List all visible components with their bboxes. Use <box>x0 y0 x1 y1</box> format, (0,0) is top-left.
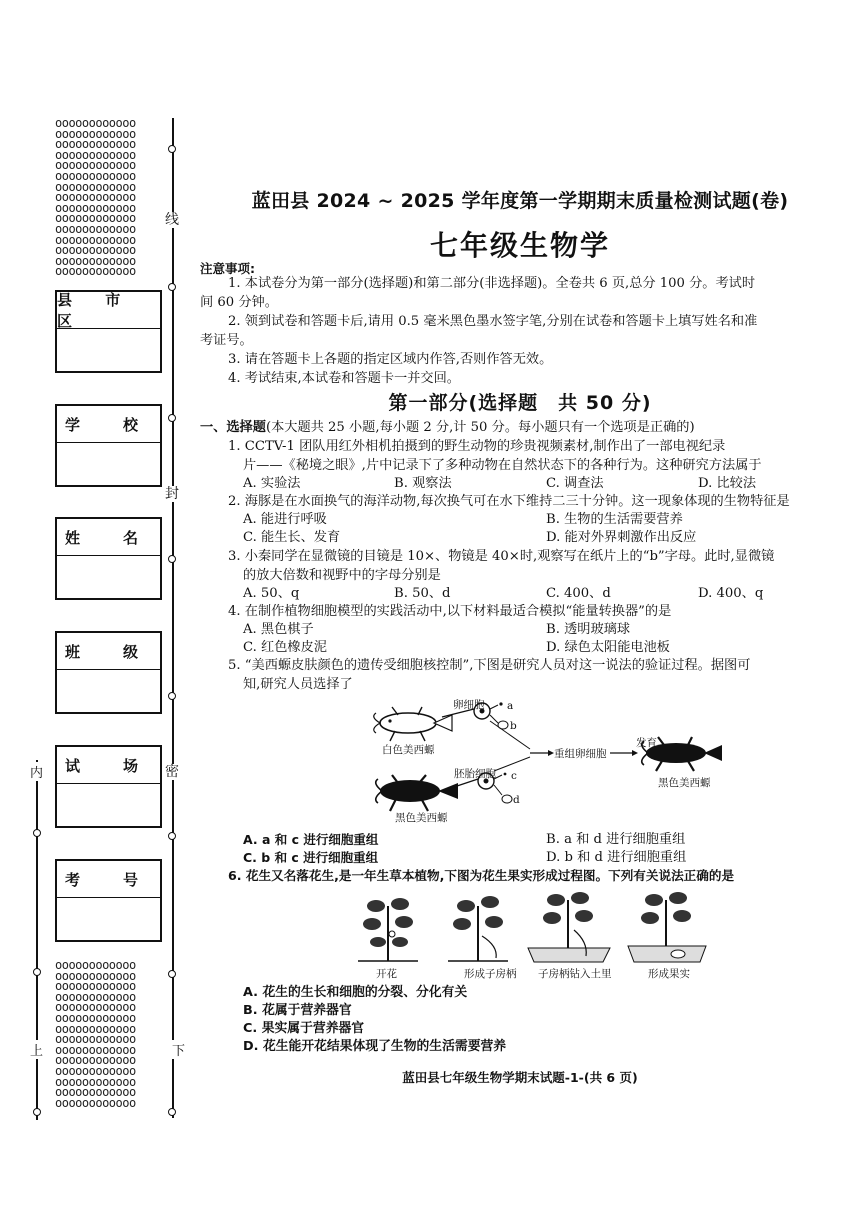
binding-dot <box>168 970 176 978</box>
peanut-fruit-icon <box>628 892 706 962</box>
school-label: 学 校 <box>57 406 160 443</box>
fig5-embryo-label: 胚胎细胞 <box>454 768 496 780</box>
question-5-stem: 知,研究人员选择了 <box>243 677 353 692</box>
question-4-stem: 4. 在制作植物细胞模型的实践活动中,以下材料最适合模拟“能量转换器”的是 <box>228 604 672 619</box>
exam-room-box <box>55 745 162 828</box>
q4-option-b[interactable]: B. 透明玻璃球 <box>546 622 631 637</box>
q1-option-d[interactable]: D. 比较法 <box>698 476 757 491</box>
exam-room-field[interactable] <box>57 784 160 826</box>
fig5-result-label: 黑色美西螈 <box>658 777 711 789</box>
q1-option-b[interactable]: B. 观察法 <box>394 476 452 491</box>
q5-option-c[interactable]: C. b 和 c 进行细胞重组 <box>243 850 379 865</box>
part-intro-text: (本大题共 25 小题,每小题 2 分,计 50 分。每小题只有一个选项是正确的) <box>265 420 695 435</box>
peanut-gynophore-icon <box>448 896 508 961</box>
q3-option-c[interactable]: C. 400、d <box>546 586 611 601</box>
class-box <box>55 631 162 714</box>
peanut-flowering-icon <box>358 898 418 961</box>
class-field[interactable] <box>57 670 160 712</box>
school-box <box>55 404 162 487</box>
exam-number-label: 考 号 <box>57 861 160 898</box>
fig5-develop-label: 发育 <box>636 737 657 749</box>
q6-option-c[interactable]: C. 果实属于营养器官 <box>243 1021 365 1036</box>
question-1-stem: 1. CCTV-1 团队用红外相机拍摄到的野生动物的珍贵视频素材,制作出了一部电视纪录 <box>228 439 726 454</box>
q3-option-b[interactable]: B. 50、d <box>394 586 451 601</box>
q4-option-c[interactable]: C. 红色橡皮泥 <box>243 640 327 655</box>
edge-line <box>36 760 38 1120</box>
binding-char-secret: 密 <box>165 764 179 780</box>
q3-option-a[interactable]: A. 50、q <box>243 586 300 601</box>
question-3-stem: 的放大倍数和视野中的字母分别是 <box>243 568 441 583</box>
county-field[interactable] <box>57 329 160 371</box>
fig5-white-label: 白色美西螈 <box>382 744 435 756</box>
binding-char-seal: 封 <box>165 486 179 502</box>
part-intro-label: 一、选择题 <box>200 420 266 435</box>
name-box <box>55 517 162 600</box>
notes-line: 考证号。 <box>200 333 253 348</box>
binding-char-line: 线 <box>165 212 179 228</box>
q6-option-d[interactable]: D. 花生能开花结果体现了生物的生活需要营养 <box>243 1039 507 1054</box>
class-label: 班 级 <box>57 633 160 670</box>
exam-number-box <box>55 859 162 942</box>
q6-option-a[interactable]: A. 花生的生长和细胞的分裂、分化有关 <box>243 985 468 1000</box>
binding-dot <box>168 832 176 840</box>
binding-dot <box>168 283 176 291</box>
fig5-black-label: 黑色美西螈 <box>395 812 448 824</box>
exam-subject: 七年级生物学 <box>429 229 610 262</box>
fig5-egg-label: 卵细胞 <box>453 699 485 711</box>
q3-option-d[interactable]: D. 400、q <box>698 586 764 601</box>
q4-option-d[interactable]: D. 绿色太阳能电池板 <box>546 640 670 655</box>
q2-option-c[interactable]: C. 能生长、发育 <box>243 530 341 545</box>
binding-dot <box>168 1108 176 1116</box>
binding-dot <box>168 555 176 563</box>
fig6-label: 开花 <box>376 968 397 980</box>
q1-option-a[interactable]: A. 实验法 <box>243 476 301 491</box>
black-axolotl-icon <box>376 775 458 811</box>
edge-dot <box>33 829 41 837</box>
ring-pattern-bottom: oooooooooooo oooooooooooo oooooooooooo oooooooooooo oooooooooooo oooooooooooo oooooooooooo oooooooooooo oooooooooooo oooooooooooo oooooooooooo oooooooooooo oooooooooooo oooooooooooo <box>55 958 136 1110</box>
name-field[interactable] <box>57 556 160 598</box>
q2-option-d[interactable]: D. 能对外界刺激作出反应 <box>546 530 697 545</box>
notes-line: 4. 考试结束,本试卷和答题卡一并交回。 <box>228 371 460 386</box>
fig5-c-label: c <box>511 770 517 782</box>
edge-char-up: 上 <box>30 1040 43 1059</box>
question-5-stem: 5. “美西螈皮肤颜色的遗传受细胞核控制”,下图是研究人员对这一说法的验证过程。据图可 <box>228 658 751 673</box>
fig5-b-label: b <box>510 720 517 732</box>
notes-line: 2. 领到试卷和答题卡后,请用 0.5 毫米黑色墨水签字笔,分别在试卷和答题卡上填写姓名和准 <box>228 314 758 329</box>
exam-number-field[interactable] <box>57 898 160 940</box>
fig6-label: 子房柄钻入土里 <box>538 968 612 980</box>
notes-line: 3. 请在答题卡上各题的指定区域内作答,否则作答无效。 <box>228 352 553 367</box>
white-axolotl-icon <box>374 707 452 741</box>
exam-room-label: 试 场 <box>57 747 160 784</box>
q2-option-a[interactable]: A. 能进行呼吸 <box>243 512 327 527</box>
question-6-stem: 6. 花生又名落花生,是一年生草本植物,下图为花生果实形成过程图。下列有关说法正确的是 <box>228 868 735 883</box>
page-footer: 蓝田县七年级生物学期末试题-1-(共 6 页) <box>402 1070 638 1085</box>
name-label: 姓 名 <box>57 519 160 556</box>
ring-pattern-top: oooooooooooo oooooooooooo oooooooooooo oooooooooooo oooooooooooo oooooooooooo oooooooooooo oooooooooooo oooooooooooo oooooooooooo oooooooooooo oooooooooooo oooooooooooo oooooooooooo oooooooooooo <box>55 116 136 279</box>
q4-option-a[interactable]: A. 黑色棋子 <box>243 622 314 637</box>
fig6-label: 形成子房柄 <box>464 968 517 980</box>
q1-option-c[interactable]: C. 调查法 <box>546 476 604 491</box>
county-box <box>55 290 162 373</box>
edge-dot <box>33 1108 41 1116</box>
county-label: 县 市 区 <box>57 292 160 329</box>
exam-title: 蓝田县 2024 ~ 2025 学年度第一学期期末质量检测试题(卷) <box>251 190 789 212</box>
fig5-d-label: d <box>513 794 520 806</box>
question-2-stem: 2. 海豚是在水面换气的海洋动物,每次换气可在水下维持二三十分钟。这一现象体现的生物特征是 <box>228 494 790 509</box>
binding-line <box>172 118 174 1118</box>
peanut-growth-figure <box>348 886 718 966</box>
section-title: 第一部分(选择题 共 50 分) <box>388 392 652 414</box>
school-field[interactable] <box>57 443 160 485</box>
q5-option-b[interactable]: B. a 和 d 进行细胞重组 <box>546 832 686 847</box>
fig5-recombined-label: 重组卵细胞 <box>554 748 607 760</box>
fig6-label: 形成果实 <box>648 968 690 980</box>
q5-option-d[interactable]: D. b 和 d 进行细胞重组 <box>546 850 687 865</box>
edge-dot <box>33 968 41 976</box>
q5-option-a[interactable]: A. a 和 c 进行细胞重组 <box>243 832 379 847</box>
question-3-stem: 3. 小秦同学在显微镜的目镜是 10×、物镜是 40×时,观察写在纸片上的“b”字母。此时,显微镜 <box>228 549 775 564</box>
question-1-stem: 片——《秘境之眼》,片中记录下了多种动物在自然状态下的各种行为。这种研究方法属于 <box>243 458 762 473</box>
binding-dot <box>168 414 176 422</box>
part-intro <box>200 418 695 437</box>
notes-line: 1. 本试卷分为第一部分(选择题)和第二部分(非选择题)。全卷共 6 页,总分 100 分。考试时 <box>228 276 756 291</box>
binding-dot <box>168 692 176 700</box>
q2-option-b[interactable]: B. 生物的生活需要营养 <box>546 512 683 527</box>
notes-heading: 注意事项: <box>200 261 255 276</box>
edge-char-down: 下 <box>172 1040 185 1059</box>
binding-dot <box>168 145 176 153</box>
q6-option-b[interactable]: B. 花属于营养器官 <box>243 1003 352 1018</box>
peanut-into-soil-icon <box>528 892 610 962</box>
notes-line: 间 60 分钟。 <box>200 295 278 310</box>
fig5-a-label: a <box>507 700 514 712</box>
edge-char-inner: 内 <box>30 762 43 781</box>
